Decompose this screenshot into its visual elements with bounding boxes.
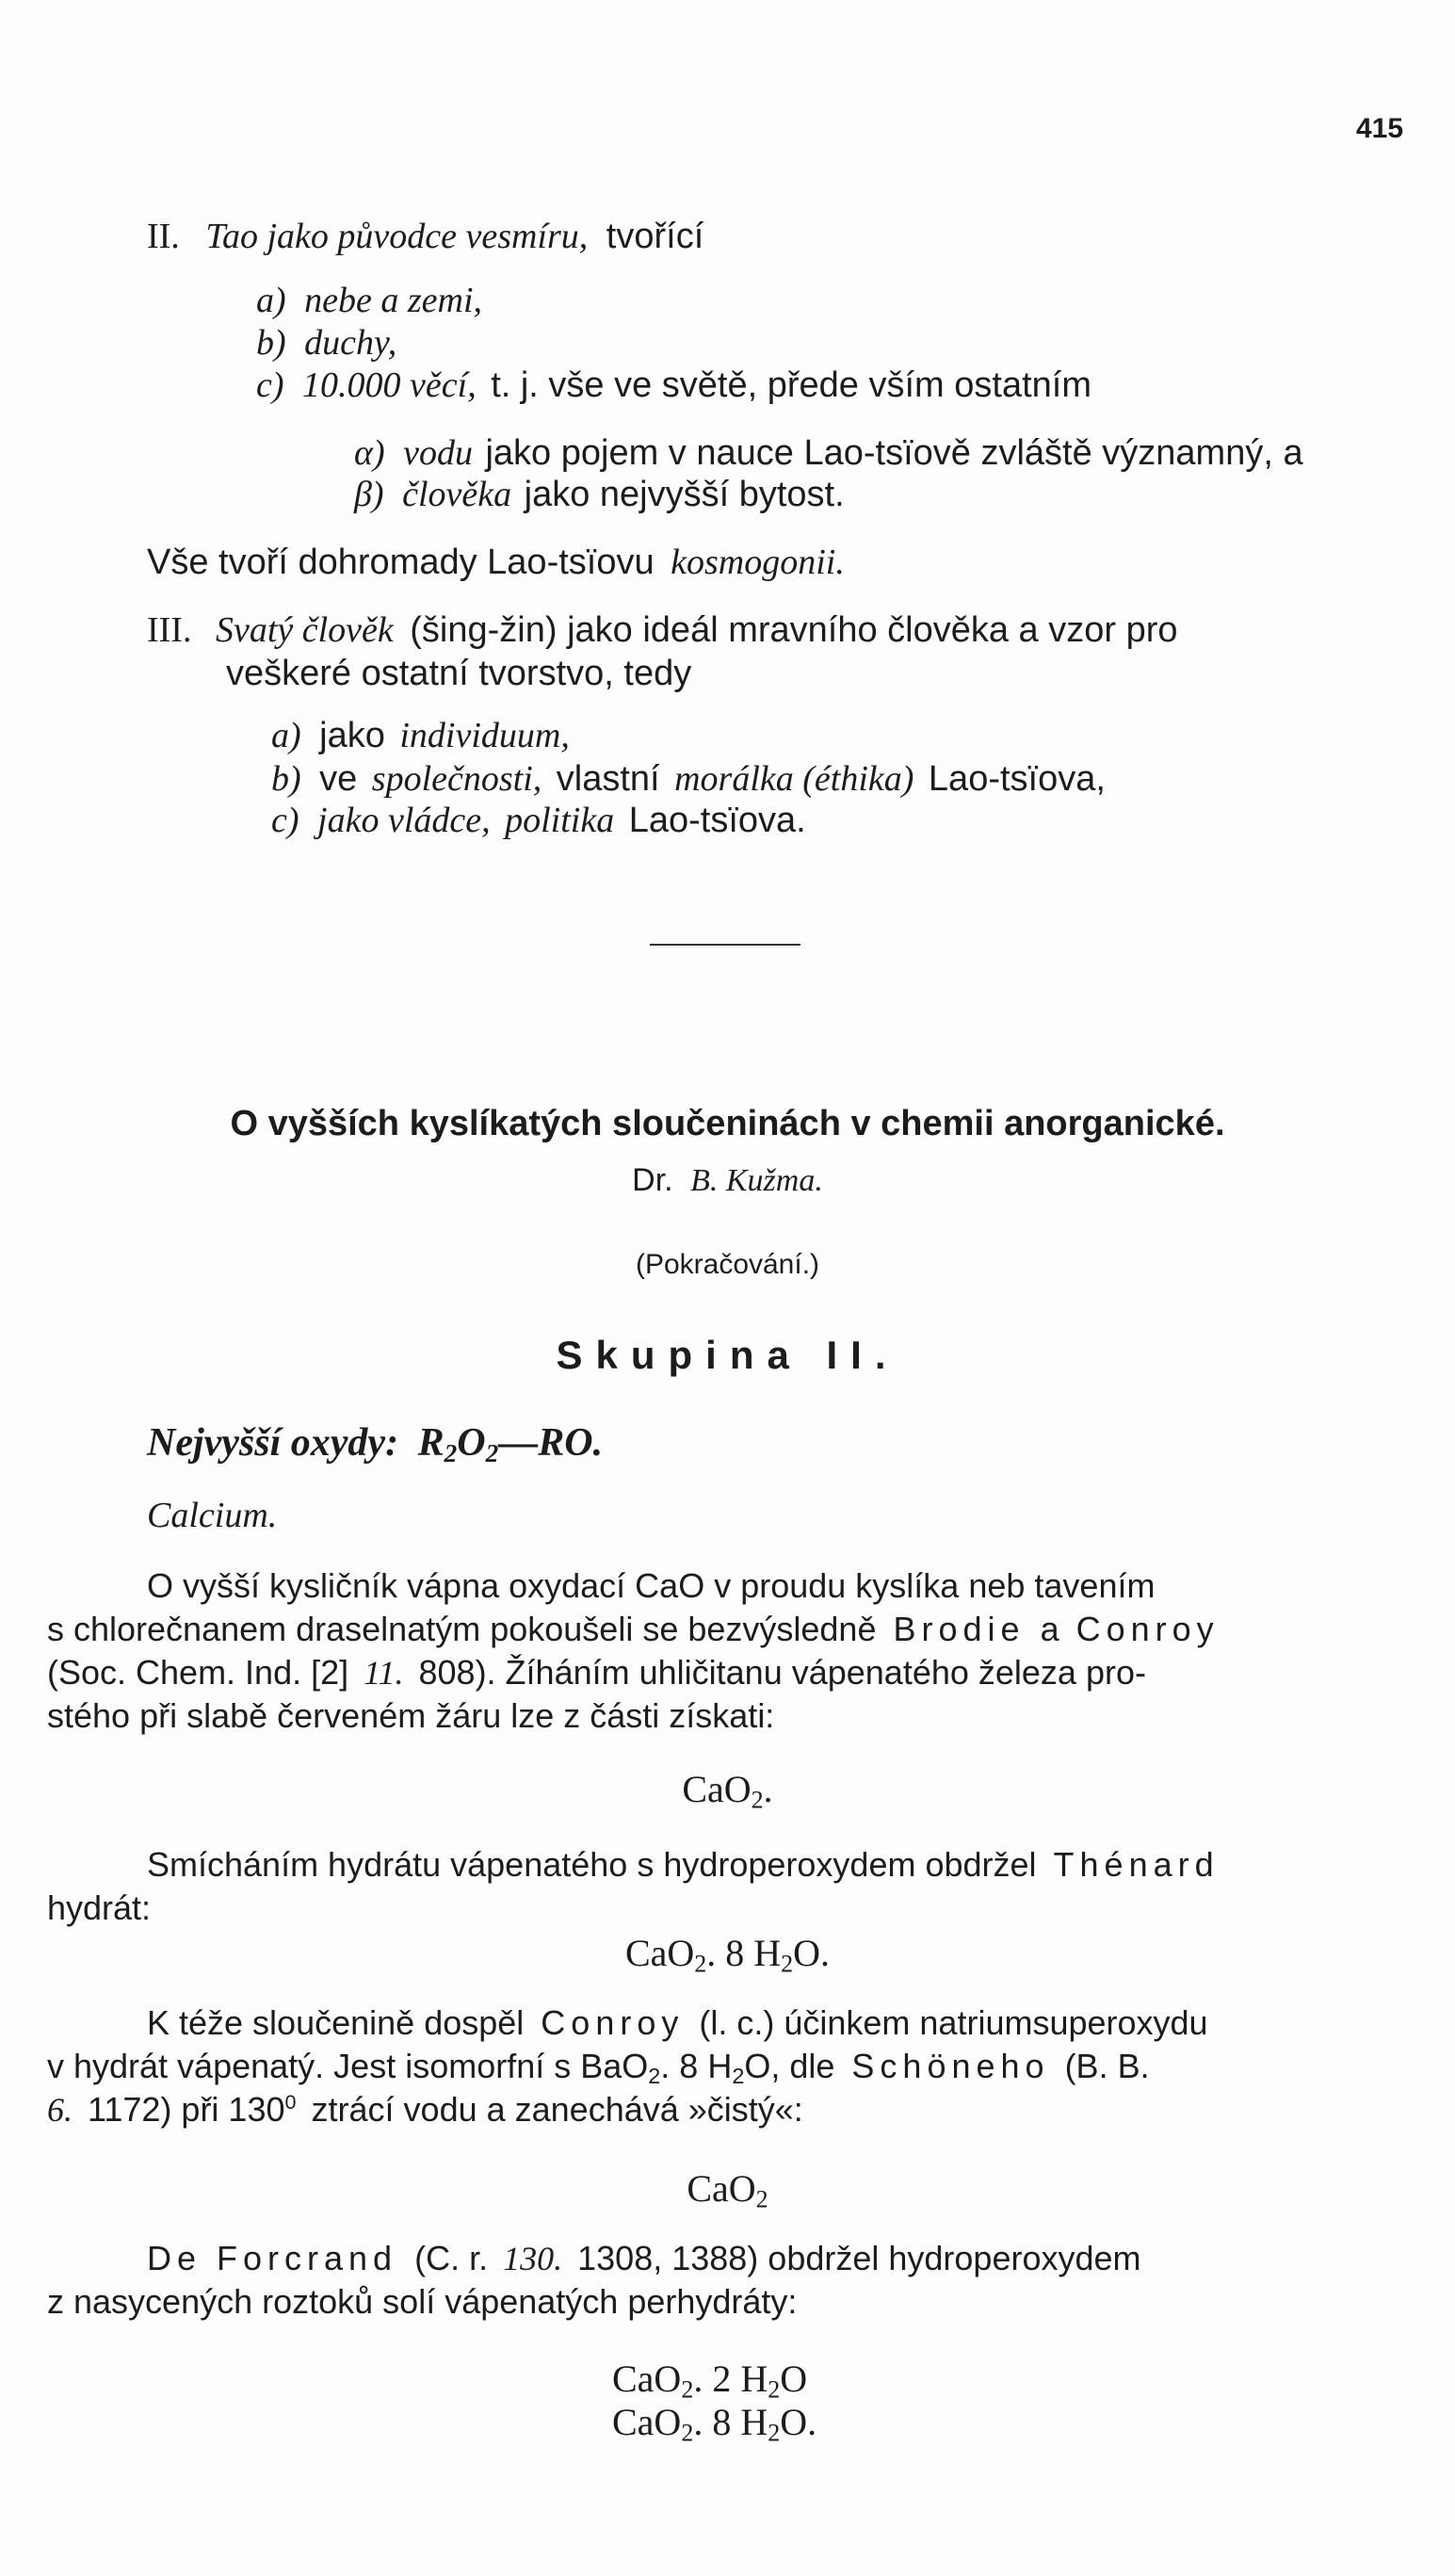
text: (Soc. Chem. Ind. [2] bbox=[47, 1653, 349, 1692]
p1-line3 bbox=[47, 1653, 1146, 1692]
p3-line1 bbox=[147, 2003, 1208, 2042]
text: ztrácí vodu a zanechává »čistý«: bbox=[311, 2090, 803, 2129]
formula-part: CaO bbox=[687, 2167, 756, 2210]
text: v hydrát vápenatý. Jest isomorfní s BaO bbox=[47, 2047, 649, 2085]
p3-line3 bbox=[47, 2090, 803, 2129]
section-ii-subitem-beta bbox=[354, 477, 845, 512]
section-iii-item-c bbox=[271, 802, 806, 838]
formula-part: . 2 H bbox=[693, 2357, 768, 2400]
p4-line1 bbox=[147, 2239, 1141, 2277]
formula-part: . bbox=[763, 1768, 773, 1810]
page-number: 415 bbox=[1356, 113, 1404, 144]
person-name: Conroy bbox=[1075, 1610, 1220, 1648]
text: 1172) při 130 bbox=[88, 2090, 285, 2129]
formula-sub: 2 bbox=[768, 2375, 781, 2404]
formula-part: CaO bbox=[612, 2357, 682, 2400]
text: (B. B. bbox=[1064, 2047, 1150, 2085]
text: 1308, 1388) obdržel hydroperoxydem bbox=[577, 2239, 1141, 2277]
text: s chlorečnanem draselnatým pokoušeli se bezvýsledně bbox=[47, 1610, 877, 1648]
formula-part: . 8 H bbox=[693, 2401, 768, 2443]
p4-line2: z nasycených roztoků solí vápenatých perhydráty: bbox=[47, 2282, 798, 2321]
section-ii-title: Tao jako původce vesmíru, bbox=[205, 217, 589, 256]
formula-sub: 2 bbox=[485, 1438, 499, 1467]
section-ii-item-b bbox=[256, 325, 396, 361]
item-text-rest: t. j. vše ve světě, přede vším ostatním bbox=[491, 365, 1091, 405]
section-iii-item-b bbox=[271, 761, 1106, 797]
section-iii-title-rest: (šing-žin) jako ideál mravního člověka a vzor pro bbox=[410, 610, 1178, 650]
item-label: a) bbox=[271, 716, 301, 755]
section-ii-item-a bbox=[256, 283, 482, 318]
formula-4 bbox=[612, 2357, 808, 2404]
formula-1 bbox=[0, 1767, 1455, 1814]
section-ii-heading bbox=[147, 219, 703, 254]
degree-sup: 0 bbox=[284, 2090, 297, 2114]
item-italic: společnosti, bbox=[371, 759, 542, 799]
item-label: c) bbox=[256, 365, 284, 405]
formula-part: CaO bbox=[682, 1768, 752, 1810]
text: (C. r. bbox=[414, 2239, 489, 2277]
p1-line1: O vyšší kysličník vápna oxydací CaO v proudu kyslíka neb tavením bbox=[147, 1566, 1156, 1605]
item-label: b) bbox=[271, 759, 301, 799]
formula-3 bbox=[0, 2166, 1455, 2211]
section-ii-item-c bbox=[256, 367, 1091, 403]
formula-part: O. bbox=[780, 2401, 817, 2443]
item-text: nebe a zemi, bbox=[304, 281, 483, 320]
oxides-heading-label: Nejvyšší oxydy: bbox=[147, 1421, 399, 1465]
p2-line2: hydrát: bbox=[47, 1888, 152, 1927]
oxides-heading bbox=[147, 1420, 603, 1466]
section-ii-summary bbox=[147, 544, 845, 580]
item-italic: jako vládce, bbox=[317, 801, 491, 840]
p1-line2 bbox=[47, 1612, 1220, 1646]
formula-sub: 2 bbox=[768, 2419, 781, 2447]
subitem-label: α) bbox=[354, 433, 385, 473]
formula-part: O bbox=[457, 1421, 486, 1465]
summary-italic: kosmogonii. bbox=[671, 543, 845, 582]
formula-part: —RO. bbox=[498, 1421, 604, 1465]
author-prefix: Dr. bbox=[632, 1162, 673, 1198]
text: a bbox=[1040, 1610, 1059, 1648]
item-rest-2: Lao-tsïova, bbox=[928, 759, 1106, 799]
section-ii-subitem-alpha bbox=[354, 435, 1303, 471]
item-label: a) bbox=[256, 281, 286, 320]
section-iii-heading bbox=[147, 612, 1178, 648]
p3-line2 bbox=[47, 2047, 1150, 2088]
p1-line4: stého při slabě červeném žáru lze z části získati: bbox=[47, 1696, 775, 1735]
person-name: Schöneho bbox=[851, 2047, 1050, 2085]
volume: 130. bbox=[503, 2240, 563, 2277]
subitem-text-rest: jako pojem v nauce Lao-tsïově zvláště významný, a bbox=[485, 433, 1303, 473]
formula-sub: 2 bbox=[751, 1786, 764, 1814]
item-rest-2: Lao-tsïova. bbox=[628, 801, 806, 840]
volume: 11. bbox=[364, 1654, 404, 1692]
item-prefix: jako bbox=[319, 716, 385, 755]
item-prefix: ve bbox=[319, 759, 358, 799]
item-label: c) bbox=[271, 801, 299, 840]
formula-sub: 2 bbox=[755, 2185, 768, 2213]
person-name: Conroy bbox=[541, 2003, 685, 2042]
formula-sub: 2 bbox=[694, 1950, 707, 1978]
item-text: duchy, bbox=[304, 323, 397, 363]
text: 808). Žíháním uhličitanu vápenatého železa pro- bbox=[418, 1653, 1146, 1692]
person-name: Brodie bbox=[893, 1610, 1026, 1648]
formula-5 bbox=[612, 2400, 817, 2447]
text: O, dle bbox=[744, 2047, 835, 2085]
text: Smícháním hydrátu vápenatého s hydroperoxydem obdržel bbox=[147, 1845, 1037, 1884]
text: . 8 H bbox=[660, 2047, 733, 2085]
formula-sub: 2 bbox=[444, 1438, 458, 1467]
section-divider bbox=[650, 944, 800, 946]
p2-line1 bbox=[147, 1845, 1220, 1884]
formula-sub: 2 bbox=[732, 2063, 745, 2088]
formula-part: CaO bbox=[612, 2401, 682, 2443]
formula-sub: 2 bbox=[681, 2419, 694, 2447]
item-rest: vlastní bbox=[556, 759, 660, 799]
formula-part: R bbox=[417, 1421, 445, 1465]
continuation-note: (Pokračování.) bbox=[635, 1249, 820, 1280]
formula-sub: 2 bbox=[648, 2063, 661, 2088]
formula-2 bbox=[0, 1931, 1455, 1978]
formula-part: CaO bbox=[624, 1932, 695, 1974]
formula-part: . 8 H bbox=[706, 1932, 782, 1974]
text: K téže sloučenině dospěl bbox=[147, 2003, 525, 2042]
section-iii-title: Svatý člověk bbox=[215, 610, 394, 650]
subitem-text-italic: vodu bbox=[403, 433, 473, 473]
summary-text: Vše tvoří dohromady Lao-tsïovu bbox=[147, 543, 655, 582]
group-heading: Skupina II. bbox=[556, 1333, 899, 1377]
subitem-text-italic: člověka bbox=[402, 475, 512, 514]
article-author bbox=[0, 1164, 1455, 1197]
text: (l. c.) účinkem natriumsuperoxydu bbox=[699, 2003, 1208, 2042]
volume: 6. bbox=[47, 2091, 73, 2129]
element-heading: Calcium. bbox=[147, 1496, 278, 1535]
article-title: O vyšších kyslíkatých sloučeninách v chemii anorganické. bbox=[230, 1104, 1225, 1143]
author-name: B. Kužma. bbox=[690, 1163, 823, 1198]
formula-part: O bbox=[780, 2357, 808, 2400]
section-iii-item-a bbox=[271, 718, 570, 753]
item-italic: individuum, bbox=[399, 716, 570, 755]
section-iii-marker: III. bbox=[147, 610, 192, 650]
formula-sub: 2 bbox=[681, 2375, 694, 2404]
section-ii-title-rest: tvořící bbox=[606, 217, 704, 256]
oxides-formula bbox=[418, 1421, 604, 1465]
item-label: b) bbox=[256, 323, 286, 363]
subitem-label: β) bbox=[354, 475, 384, 514]
person-name: De Forcrand bbox=[147, 2239, 398, 2277]
item-italic-2: politika bbox=[505, 801, 615, 840]
section-iii-line2: veškeré ostatní tvorstvo, tedy bbox=[226, 654, 692, 693]
formula-sub: 2 bbox=[781, 1950, 794, 1978]
item-text-italic: 10.000 věcí, bbox=[302, 365, 477, 405]
subitem-text-rest: jako nejvyšší bytost. bbox=[524, 475, 845, 514]
section-ii-marker: II. bbox=[147, 217, 180, 256]
person-name: Thénard bbox=[1053, 1845, 1220, 1884]
formula-part: O. bbox=[793, 1932, 831, 1974]
item-italic-2: morálka (éthika) bbox=[674, 759, 914, 799]
